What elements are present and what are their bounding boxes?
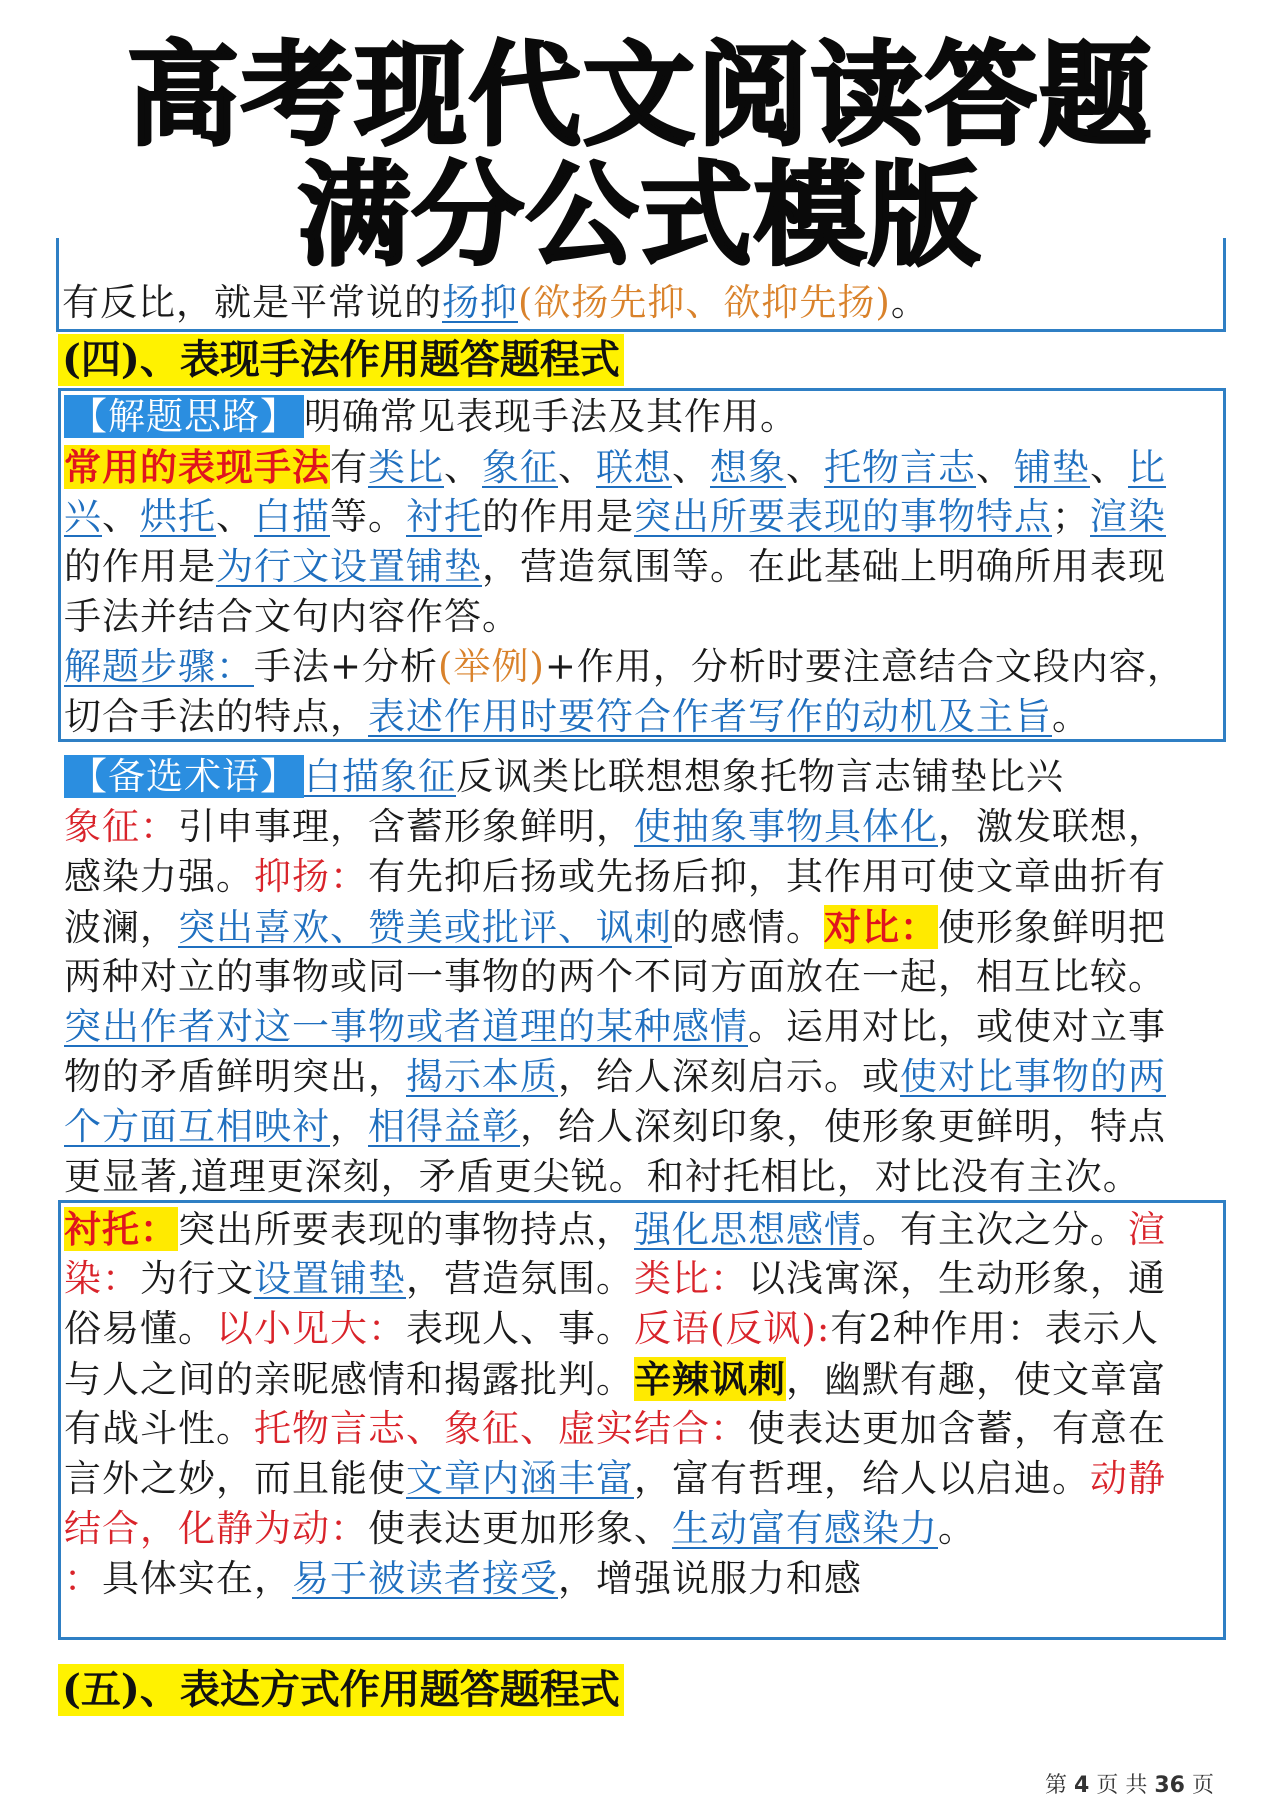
text: 表现人、事。 <box>406 1307 634 1350</box>
text: 感染力强。 <box>64 855 254 898</box>
term-link: 相得益彰 <box>368 1105 520 1148</box>
text: 使表达更加含蓄，有意在 <box>748 1407 1166 1450</box>
term-link: 个方面互相映衬 <box>64 1105 330 1148</box>
page-total: 36 <box>1154 1773 1185 1798</box>
term-label: 抑扬： <box>254 855 368 898</box>
text: 反讽类比联想想象托物言志铺垫比兴 <box>456 755 1064 798</box>
term-label: 渲 <box>1128 1208 1166 1251</box>
term-label: ： <box>64 1557 102 1600</box>
text: ，营造氛围。 <box>406 1257 634 1300</box>
text: 物的矛盾鲜明突出， <box>64 1055 406 1098</box>
text: 使表达更加形象、 <box>368 1507 672 1550</box>
text: ，给人深刻印象，使形象更鲜明，特点 <box>520 1105 1166 1148</box>
fragment-paren: (欲扬先抑、欲抑先扬) <box>518 281 891 324</box>
footer-mid: 页 共 <box>1096 1773 1148 1798</box>
footer-suffix: 页 <box>1191 1773 1214 1798</box>
method-item: 白描 <box>254 495 330 538</box>
term-link: 白描象征 <box>304 755 456 798</box>
method-item: 想象 <box>710 446 786 489</box>
term-label: 以小见大： <box>216 1307 406 1350</box>
text: ， <box>330 1105 368 1148</box>
text: 的感情。 <box>672 906 824 949</box>
section4-content: 【解题思路】 明确常见表现手法及其作用。 常用的表现手法有类比、象征、联想、想象、托物言志、铺垫、比 兴、烘托、白描等。衬托的作用是突出所要表现的事物特点；渲染 的作用是为行文设置铺垫，营造氛围等。在此基础上明确所用表现 手法并结合文句内容作答。 解题步骤：手法+分析(举例)+作用，分析时要注意结合文段内容， 切合手法的特点，表述作用时要符合作者写作的动机及主旨。 <box>64 395 1185 738</box>
page-title-line1: 高考现代文阅读答题 <box>127 31 1153 161</box>
term-label: 衬托： <box>64 1207 178 1251</box>
text: ，富有哲理，给人以启迪。 <box>634 1457 1090 1500</box>
term-label: 反语(反讽): <box>634 1307 831 1350</box>
term-link: 表述作用时要符合作者写作的动机及主旨 <box>368 695 1052 738</box>
method-item: 托物言志 <box>824 446 976 489</box>
method-item: 铺垫 <box>1014 446 1090 489</box>
text: 突出所要表现的事物持点， <box>178 1208 634 1251</box>
top-fragment-text <box>62 278 1222 328</box>
text: 两种对立的事物或同一事物的两个不同方面放在一起，相互比较。 <box>64 955 1166 998</box>
you: 有 <box>330 446 368 489</box>
text: 的作用是 <box>64 545 216 588</box>
method-item: 烘托 <box>140 495 216 538</box>
page-number: 4 <box>1074 1773 1090 1798</box>
term-label: 类比： <box>634 1257 748 1300</box>
tag-beixuan-shuyu: 【备选术语】 <box>64 755 304 798</box>
method-item: 象征 <box>482 446 558 489</box>
text: 手法+分析 <box>254 645 439 688</box>
term-label: 结合，化静为动： <box>64 1507 368 1550</box>
term-link: 生动富有感染力 <box>672 1507 938 1550</box>
common-methods-label: 常用的表现手法 <box>64 445 330 489</box>
method-item: 比 <box>1128 446 1166 489</box>
page-footer <box>1045 1768 1214 1799</box>
text: 以浅寓深，生动形象，通 <box>748 1257 1166 1300</box>
deng: 等。 <box>330 495 406 538</box>
text: 波澜， <box>64 906 178 949</box>
text: 更显著,道理更深刻，矛盾更尖锐。和衬托相比，对比没有主次。 <box>64 1155 1141 1198</box>
term-link: 易于被读者接受 <box>292 1557 558 1600</box>
term-link: 渲染 <box>1090 495 1166 538</box>
text: 。运用对比，或使对立事 <box>748 1005 1166 1048</box>
section5-heading: (五)、表达方式作用题答题程式 <box>58 1664 624 1716</box>
method-item: 类比 <box>368 446 444 489</box>
term-link: 突出喜欢、赞美或批评、讽刺 <box>178 906 672 949</box>
method-item: 兴 <box>64 495 102 538</box>
text: 。 <box>938 1507 976 1550</box>
text: 使形象鲜明把 <box>938 906 1166 949</box>
tag1-text: 明确常见表现手法及其作用。 <box>304 395 798 438</box>
fragment-link: 扬抑 <box>442 281 518 324</box>
term-label: 辛辣讽刺 <box>634 1357 786 1401</box>
text: +作用，分析时要注意结合文段内容， <box>544 645 1185 688</box>
term-link: 揭示本质 <box>406 1055 558 1098</box>
page-title-line2: 满分公式模版 <box>298 151 982 281</box>
text: ，增强说服力和感 <box>558 1557 862 1600</box>
term-label: 染： <box>64 1257 140 1300</box>
text: 为行文 <box>140 1257 254 1300</box>
text: 手法并结合文句内容作答。 <box>64 595 520 638</box>
term-label: 托物言志、象征、虚实结合： <box>254 1407 748 1450</box>
text: 。有主次之分。 <box>862 1208 1128 1251</box>
term-link: 使对比事物的两 <box>900 1055 1166 1098</box>
text: 言外之妙，而且能使 <box>64 1457 406 1500</box>
fragment-end: 。 <box>890 281 929 324</box>
text: 的作用是 <box>482 495 634 538</box>
steps-label: 解题步骤： <box>64 645 254 688</box>
term-link: 强化思想感情 <box>634 1208 862 1251</box>
term-link: 为行文设置铺垫 <box>216 545 482 588</box>
footer-prefix: 第 <box>1045 1773 1068 1798</box>
text: 引申事理，含蓄形象鲜明， <box>178 805 634 848</box>
text: ； <box>1052 495 1090 538</box>
text: 有2种作用：表示人 <box>830 1307 1159 1350</box>
text: ，营造氛围等。在此基础上明确所用表现 <box>482 545 1166 588</box>
box3-content <box>64 1204 1224 1604</box>
term-link: 文章内涵丰富 <box>406 1457 634 1500</box>
term-link: 使抽象事物具体化 <box>634 805 938 848</box>
terms-content <box>64 752 1224 1202</box>
term-label: 象征： <box>64 805 178 848</box>
term-link: 突出所要表现的事物特点 <box>634 495 1052 538</box>
text: ，幽默有趣，使文章富 <box>786 1358 1166 1401</box>
term-link: 突出作者对这一事物或者道理的某种感情 <box>64 1005 748 1048</box>
section4-heading: (四)、表现手法作用题答题程式 <box>58 334 624 386</box>
text: ，给人深刻启示。或 <box>558 1055 900 1098</box>
method-item: 联想 <box>596 446 672 489</box>
fragment-text: 有反比，就是平常说的 <box>62 281 442 324</box>
text: 与人之间的亲昵感情和揭露批判。 <box>64 1358 634 1401</box>
term-label: 动静 <box>1090 1457 1166 1500</box>
term-label: 对比： <box>824 905 938 949</box>
text: (举例) <box>438 645 545 688</box>
term-link: 衬托 <box>406 495 482 538</box>
text: 。 <box>1052 695 1090 738</box>
text: 切合手法的特点， <box>64 695 368 738</box>
text: 有先抑后扬或先扬后抑，其作用可使文章曲折有 <box>368 855 1166 898</box>
text: ，激发联想， <box>938 805 1166 848</box>
text: 有战斗性。 <box>64 1407 254 1450</box>
text: 俗易懂。 <box>64 1307 216 1350</box>
text: 具体实在， <box>102 1557 292 1600</box>
tag-jieti-silu: 【解题思路】 <box>64 395 304 438</box>
term-link: 设置铺垫 <box>254 1257 406 1300</box>
